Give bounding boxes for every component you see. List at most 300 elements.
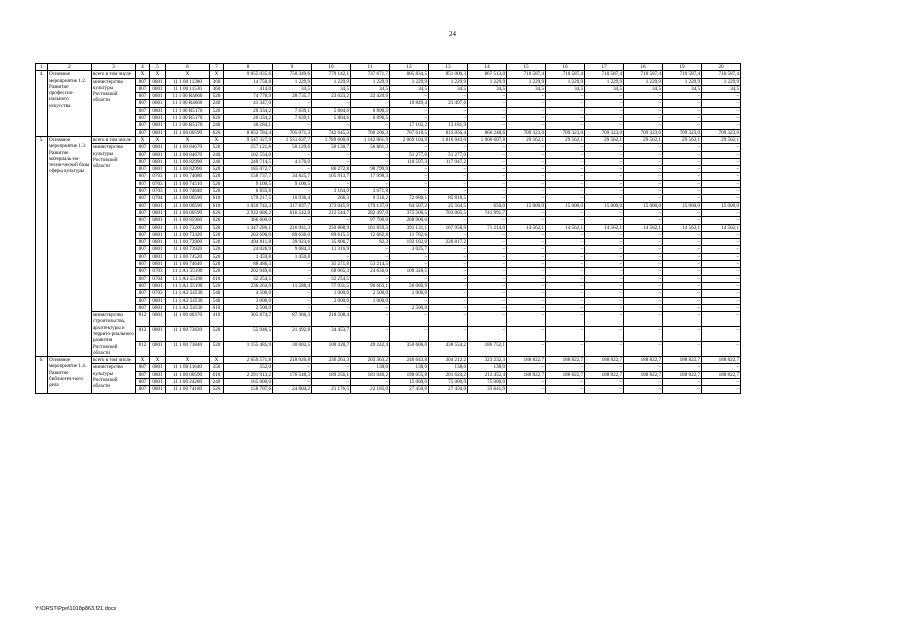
data-cell: – bbox=[468, 151, 507, 158]
data-cell: – bbox=[390, 327, 429, 342]
data-cell: 34,5 bbox=[351, 85, 390, 92]
data-cell: – bbox=[429, 144, 468, 151]
data-cell: – bbox=[585, 144, 624, 151]
data-cell: 305 874,7 bbox=[224, 312, 273, 327]
data-cell: 812 bbox=[136, 342, 150, 357]
data-cell: 0801 bbox=[150, 129, 166, 136]
data-cell: 610 bbox=[210, 195, 224, 202]
data-cell: 218 508,4 bbox=[312, 312, 351, 327]
data-cell: – bbox=[507, 144, 546, 151]
data-cell: 55 946,5 bbox=[224, 327, 273, 342]
data-cell: 1 229,9 bbox=[390, 78, 429, 85]
data-cell: 0801 bbox=[150, 107, 166, 114]
data-cell: – bbox=[546, 209, 585, 216]
data-cell: – bbox=[663, 158, 702, 165]
data-cell: 0801 bbox=[150, 209, 166, 216]
data-cell: 851 000,3 bbox=[429, 71, 468, 78]
data-cell: 89 615,5 bbox=[312, 231, 351, 238]
data-cell: – bbox=[273, 297, 312, 304]
data-cell: – bbox=[273, 151, 312, 158]
data-cell: 165 000,0 bbox=[224, 379, 273, 386]
data-cell: 807 bbox=[136, 231, 150, 238]
data-cell: – bbox=[546, 151, 585, 158]
data-cell: 1 229,9 bbox=[702, 78, 741, 85]
data-cell: 620 bbox=[210, 217, 224, 224]
data-cell: 15 000,0 bbox=[390, 379, 429, 386]
data-cell: 68 965,3 bbox=[312, 268, 351, 275]
data-cell: 11 1 A1 55190 bbox=[166, 275, 210, 282]
data-cell: – bbox=[546, 107, 585, 114]
data-cell: – bbox=[702, 144, 741, 151]
data-cell: – bbox=[663, 151, 702, 158]
data-cell: – bbox=[273, 304, 312, 311]
data-cell: 807 bbox=[136, 144, 150, 151]
data-cell: – bbox=[507, 151, 546, 158]
data-cell: – bbox=[585, 253, 624, 260]
data-cell: 304 212,2 bbox=[429, 357, 468, 364]
data-cell: 323 232,3 bbox=[468, 357, 507, 364]
header-cell: 2 bbox=[48, 64, 92, 71]
data-cell: 203 696,9 bbox=[224, 231, 273, 238]
data-cell: 97 700,0 bbox=[351, 217, 390, 224]
data-cell: 9 100,5 bbox=[224, 180, 273, 187]
table-row bbox=[36, 78, 741, 85]
data-cell: – bbox=[585, 107, 624, 114]
data-cell: 807 bbox=[136, 364, 150, 371]
data-cell: – bbox=[702, 217, 741, 224]
data-cell: 14 758,8 bbox=[224, 78, 273, 85]
data-cell: – bbox=[702, 312, 741, 327]
data-cell: 11 1 00 73320 bbox=[166, 231, 210, 238]
header-cell: 16 bbox=[546, 64, 585, 71]
data-cell: – bbox=[663, 93, 702, 100]
data-cell: 1 347 286,1 bbox=[224, 224, 273, 231]
header-cell: 1 bbox=[36, 64, 48, 71]
data-cell: 11 1 00 73900 bbox=[166, 239, 210, 246]
data-cell: 179 217,5 bbox=[224, 195, 273, 202]
data-cell: 1 229,9 bbox=[312, 78, 351, 85]
data-cell: 12 662,8 bbox=[351, 231, 390, 238]
data-cell: – bbox=[507, 239, 546, 246]
table-row bbox=[36, 122, 741, 129]
table-row bbox=[36, 136, 741, 143]
data-cell: – bbox=[624, 195, 663, 202]
data-cell: – bbox=[351, 180, 390, 187]
data-cell: 710 587,4 bbox=[624, 71, 663, 78]
data-cell: 0703 bbox=[150, 290, 166, 297]
data-cell: – bbox=[585, 386, 624, 393]
table-row bbox=[36, 158, 741, 165]
data-cell: 216 941,3 bbox=[273, 224, 312, 231]
data-cell: – bbox=[585, 100, 624, 107]
data-cell: 520 bbox=[210, 253, 224, 260]
data-cell: 0801 bbox=[150, 202, 166, 209]
data-cell: 35 271,8 bbox=[312, 261, 351, 268]
data-cell: – bbox=[468, 246, 507, 253]
data-cell: 11 1 00 00590 bbox=[166, 195, 210, 202]
data-cell: 520 bbox=[210, 261, 224, 268]
data-cell: – bbox=[624, 115, 663, 122]
data-cell: – bbox=[624, 379, 663, 386]
data-cell: 520 bbox=[210, 327, 224, 342]
data-cell: – bbox=[312, 304, 351, 311]
data-cell: – bbox=[546, 188, 585, 195]
table-row bbox=[36, 239, 741, 246]
data-cell: 1 155 485,9 bbox=[224, 342, 273, 357]
data-cell: – bbox=[312, 100, 351, 107]
data-cell: 438 554,2 bbox=[429, 342, 468, 357]
data-cell: 3 671,8 bbox=[351, 188, 390, 195]
table-row bbox=[36, 100, 741, 107]
data-cell: – bbox=[663, 115, 702, 122]
data-cell: 11 1 00 74180 bbox=[166, 386, 210, 393]
table-row bbox=[36, 231, 741, 238]
data-cell: 552,0 bbox=[224, 364, 273, 371]
data-cell: – bbox=[507, 100, 546, 107]
data-cell: 0801 bbox=[150, 151, 166, 158]
data-cell: 8 852 784,4 bbox=[224, 129, 273, 136]
data-cell: X bbox=[166, 357, 210, 364]
data-cell: – bbox=[273, 100, 312, 107]
table-row bbox=[36, 188, 741, 195]
data-cell: 32 254,5 bbox=[224, 275, 273, 282]
data-cell: 11 1 00 00590 bbox=[166, 371, 210, 378]
data-cell: 82,3 bbox=[351, 239, 390, 246]
data-cell: 520 bbox=[210, 188, 224, 195]
data-cell: 520 bbox=[210, 386, 224, 393]
data-cell: X bbox=[210, 357, 224, 364]
data-cell: 29 562,1 bbox=[624, 136, 663, 143]
data-cell: – bbox=[663, 379, 702, 386]
data-cell: – bbox=[624, 231, 663, 238]
data-cell: 350 bbox=[210, 364, 224, 371]
data-cell: – bbox=[663, 107, 702, 114]
data-cell: – bbox=[585, 93, 624, 100]
data-cell: 3 164,0 bbox=[312, 188, 351, 195]
executor-name: всего в том числе bbox=[92, 71, 136, 78]
data-cell: – bbox=[507, 188, 546, 195]
data-cell: – bbox=[702, 107, 741, 114]
data-cell: – bbox=[429, 253, 468, 260]
data-cell: 17 998,3 bbox=[351, 173, 390, 180]
table-row bbox=[36, 282, 741, 289]
data-cell: – bbox=[624, 158, 663, 165]
data-cell: – bbox=[507, 93, 546, 100]
table-row bbox=[36, 379, 741, 386]
header-cell: 15 bbox=[507, 64, 546, 71]
data-cell: 807 bbox=[136, 188, 150, 195]
data-cell: 520 bbox=[210, 246, 224, 253]
data-cell: 11 1 00 85960 bbox=[166, 217, 210, 224]
data-cell: – bbox=[702, 158, 741, 165]
data-cell: 20 334,2 bbox=[224, 107, 273, 114]
data-cell: 750 349,6 bbox=[273, 71, 312, 78]
data-cell: 268 900,0 bbox=[390, 217, 429, 224]
data-cell: 21 492,8 bbox=[273, 327, 312, 342]
data-cell: – bbox=[429, 246, 468, 253]
data-cell: X bbox=[136, 357, 150, 364]
data-cell: 11 1 00 73200 bbox=[166, 224, 210, 231]
data-cell: – bbox=[702, 253, 741, 260]
data-cell: 742 645,3 bbox=[312, 129, 351, 136]
data-cell: 0801 bbox=[150, 282, 166, 289]
data-cell: – bbox=[429, 231, 468, 238]
table-row bbox=[36, 342, 741, 357]
data-cell: – bbox=[663, 253, 702, 260]
data-cell: 703 005,5 bbox=[429, 209, 468, 216]
table-row bbox=[36, 115, 741, 122]
header-cell: 3 bbox=[92, 64, 136, 71]
data-cell: – bbox=[468, 115, 507, 122]
data-cell: – bbox=[663, 122, 702, 129]
data-cell: – bbox=[624, 144, 663, 151]
data-cell: – bbox=[663, 364, 702, 371]
data-cell: 30 002,5 bbox=[273, 342, 312, 357]
data-cell: 709 323,0 bbox=[702, 129, 741, 136]
data-cell: 29 562,1 bbox=[663, 136, 702, 143]
data-cell: X bbox=[136, 136, 150, 143]
data-cell: 710 587,4 bbox=[585, 71, 624, 78]
data-cell: 0801 bbox=[150, 246, 166, 253]
data-cell: 158 707,6 bbox=[224, 386, 273, 393]
data-cell: 807 bbox=[136, 158, 150, 165]
data-cell: – bbox=[624, 304, 663, 311]
data-cell: 226 817,2 bbox=[429, 239, 468, 246]
data-cell: 105 913,7 bbox=[312, 173, 351, 180]
data-cell: 11 1 00 74520 bbox=[166, 253, 210, 260]
data-cell: 1 229,9 bbox=[429, 78, 468, 85]
data-cell: – bbox=[663, 312, 702, 327]
data-cell: 11 1 00 74080 bbox=[166, 173, 210, 180]
data-cell: 520 bbox=[210, 144, 224, 151]
data-cell: – bbox=[468, 93, 507, 100]
data-cell: – bbox=[507, 115, 546, 122]
data-cell: 240 bbox=[210, 122, 224, 129]
data-cell: – bbox=[702, 151, 741, 158]
data-cell: – bbox=[663, 180, 702, 187]
event-name: Основное мероприятие 1.4. Развитие библиотеч-ного дела bbox=[48, 357, 92, 393]
data-cell: 0801 bbox=[150, 312, 166, 327]
data-cell: – bbox=[624, 282, 663, 289]
data-cell: – bbox=[429, 275, 468, 282]
data-cell: 74 778,9 bbox=[224, 93, 273, 100]
data-cell: 24 804,2 bbox=[273, 386, 312, 393]
data-cell: – bbox=[546, 268, 585, 275]
data-cell: 807 bbox=[136, 202, 150, 209]
data-cell: 1 789 600,0 bbox=[312, 136, 351, 143]
data-cell: 75 000,0 bbox=[468, 379, 507, 386]
data-cell: – bbox=[546, 122, 585, 129]
data-cell: 9 055 035,6 bbox=[224, 71, 273, 78]
data-cell: – bbox=[663, 144, 702, 151]
data-cell: 11 1 00 R4660 bbox=[166, 93, 210, 100]
data-cell: 29 562,1 bbox=[585, 136, 624, 143]
data-cell: – bbox=[468, 304, 507, 311]
data-cell: – bbox=[507, 180, 546, 187]
data-cell: – bbox=[663, 342, 702, 357]
data-cell: – bbox=[273, 290, 312, 297]
data-cell: 3 025,7 bbox=[390, 246, 429, 253]
data-cell: – bbox=[585, 282, 624, 289]
data-cell: 2 069 104,9 bbox=[390, 136, 429, 143]
data-cell: 11 1 00 74640 bbox=[166, 188, 210, 195]
data-cell: – bbox=[390, 312, 429, 327]
data-cell: 240 bbox=[210, 151, 224, 158]
data-cell: 710 587,4 bbox=[702, 71, 741, 78]
data-cell: – bbox=[585, 261, 624, 268]
data-cell: 1 459,8 bbox=[224, 253, 273, 260]
data-cell: 85 818,5 bbox=[429, 195, 468, 202]
data-cell: – bbox=[585, 217, 624, 224]
data-cell: 1 229,9 bbox=[663, 78, 702, 85]
data-cell: – bbox=[507, 297, 546, 304]
data-cell: – bbox=[468, 268, 507, 275]
data-cell: – bbox=[429, 180, 468, 187]
data-cell: 807 bbox=[136, 180, 150, 187]
data-cell: 11 1 A1 55190 bbox=[166, 268, 210, 275]
data-cell: 0801 bbox=[150, 144, 166, 151]
data-cell: – bbox=[663, 268, 702, 275]
data-cell: 188 822,7 bbox=[702, 371, 741, 378]
data-cell: – bbox=[546, 115, 585, 122]
data-cell: 34,5 bbox=[273, 85, 312, 92]
data-cell: 520 bbox=[210, 180, 224, 187]
data-cell: 1 229,9 bbox=[468, 78, 507, 85]
data-cell: 51 277,0 bbox=[429, 151, 468, 158]
data-cell: – bbox=[351, 312, 390, 327]
data-cell: – bbox=[351, 122, 390, 129]
data-cell: – bbox=[546, 312, 585, 327]
data-cell: 317 837,7 bbox=[273, 202, 312, 209]
data-cell: 212 452,4 bbox=[468, 371, 507, 378]
data-cell: 9 547 327,9 bbox=[224, 136, 273, 143]
data-cell: – bbox=[507, 312, 546, 327]
data-cell: – bbox=[585, 231, 624, 238]
data-cell: – bbox=[624, 246, 663, 253]
data-cell: 17 102,2 bbox=[390, 122, 429, 129]
data-cell: 0801 bbox=[150, 261, 166, 268]
data-cell: – bbox=[624, 312, 663, 327]
data-cell: – bbox=[585, 290, 624, 297]
data-cell: – bbox=[585, 364, 624, 371]
data-cell: – bbox=[585, 342, 624, 357]
data-cell: 494 811,8 bbox=[224, 239, 273, 246]
data-cell: 188 822,7 bbox=[702, 357, 741, 364]
data-cell: – bbox=[546, 253, 585, 260]
data-cell: 53 214,5 bbox=[351, 261, 390, 268]
data-cell: 3 000,0 bbox=[224, 297, 273, 304]
data-cell: – bbox=[624, 364, 663, 371]
data-cell: – bbox=[390, 166, 429, 173]
data-cell: 0801 bbox=[150, 93, 166, 100]
data-cell: – bbox=[429, 327, 468, 342]
data-cell: – bbox=[585, 173, 624, 180]
data-cell: – bbox=[507, 173, 546, 180]
data-cell: – bbox=[546, 180, 585, 187]
data-cell: – bbox=[702, 304, 741, 311]
data-cell: 11 1 00 73920 bbox=[166, 246, 210, 253]
data-cell: 1 229,9 bbox=[273, 78, 312, 85]
data-cell: – bbox=[546, 364, 585, 371]
data-cell: 77 931,5 bbox=[312, 282, 351, 289]
data-cell: 11 1 00 R5170 bbox=[166, 107, 210, 114]
data-cell: 710 587,4 bbox=[507, 71, 546, 78]
data-cell: – bbox=[507, 327, 546, 342]
data-cell: 176 548,3 bbox=[273, 371, 312, 378]
data-cell: 27 450,0 bbox=[429, 386, 468, 393]
header-cell: 17 bbox=[585, 64, 624, 71]
table-row bbox=[36, 71, 741, 78]
table-row bbox=[36, 224, 741, 231]
data-cell: 807 bbox=[136, 268, 150, 275]
data-cell: – bbox=[468, 122, 507, 129]
data-cell: – bbox=[390, 275, 429, 282]
data-cell: 0801 bbox=[150, 304, 166, 311]
data-cell: 520 bbox=[210, 268, 224, 275]
data-cell: – bbox=[546, 282, 585, 289]
data-cell: 34,5 bbox=[585, 85, 624, 92]
data-cell: 161 859,3 bbox=[351, 224, 390, 231]
data-cell: X bbox=[210, 136, 224, 143]
data-cell: 0703 bbox=[150, 188, 166, 195]
data-cell: – bbox=[507, 268, 546, 275]
data-cell: – bbox=[390, 115, 429, 122]
page-number: 24 bbox=[449, 30, 456, 38]
data-cell: – bbox=[390, 173, 429, 180]
data-cell: 807 bbox=[136, 129, 150, 136]
data-cell: – bbox=[624, 327, 663, 342]
data-cell: 11 1 00 R4660 bbox=[166, 100, 210, 107]
data-cell: 807 bbox=[136, 217, 150, 224]
data-cell: 709 323,0 bbox=[624, 129, 663, 136]
data-cell: 7 639,1 bbox=[273, 107, 312, 114]
data-cell: – bbox=[429, 268, 468, 275]
data-cell: 2 500,0 bbox=[224, 304, 273, 311]
data-cell: – bbox=[507, 209, 546, 216]
table-row bbox=[36, 246, 741, 253]
data-cell: 414,0 bbox=[224, 85, 273, 92]
data-cell: – bbox=[351, 327, 390, 342]
data-cell: 188 822,7 bbox=[624, 357, 663, 364]
data-cell: – bbox=[507, 158, 546, 165]
data-cell: 14 562,1 bbox=[585, 224, 624, 231]
data-cell: – bbox=[624, 173, 663, 180]
data-cell: 7 639,1 bbox=[273, 115, 312, 122]
data-cell: 30 284,1 bbox=[224, 122, 273, 129]
data-cell: 520 bbox=[210, 231, 224, 238]
data-cell: 218 920,8 bbox=[273, 357, 312, 364]
data-cell: 0801 bbox=[150, 297, 166, 304]
data-cell: – bbox=[390, 107, 429, 114]
table-row bbox=[36, 371, 741, 378]
data-cell: – bbox=[546, 342, 585, 357]
data-cell: – bbox=[468, 217, 507, 224]
data-cell: – bbox=[468, 297, 507, 304]
data-cell: 158 737,7 bbox=[224, 173, 273, 180]
data-cell: – bbox=[390, 144, 429, 151]
header-cell: 20 bbox=[702, 64, 741, 71]
data-cell: – bbox=[663, 166, 702, 173]
data-cell: – bbox=[507, 231, 546, 238]
data-cell: 202 949,8 bbox=[224, 268, 273, 275]
data-cell: 11 1 00 11640 bbox=[166, 364, 210, 371]
data-cell: – bbox=[546, 327, 585, 342]
data-cell: 34,5 bbox=[468, 85, 507, 92]
data-cell: – bbox=[702, 246, 741, 253]
data-cell: 5 804,6 bbox=[312, 115, 351, 122]
data-cell: 4 500,0 bbox=[224, 290, 273, 297]
data-cell: – bbox=[507, 253, 546, 260]
